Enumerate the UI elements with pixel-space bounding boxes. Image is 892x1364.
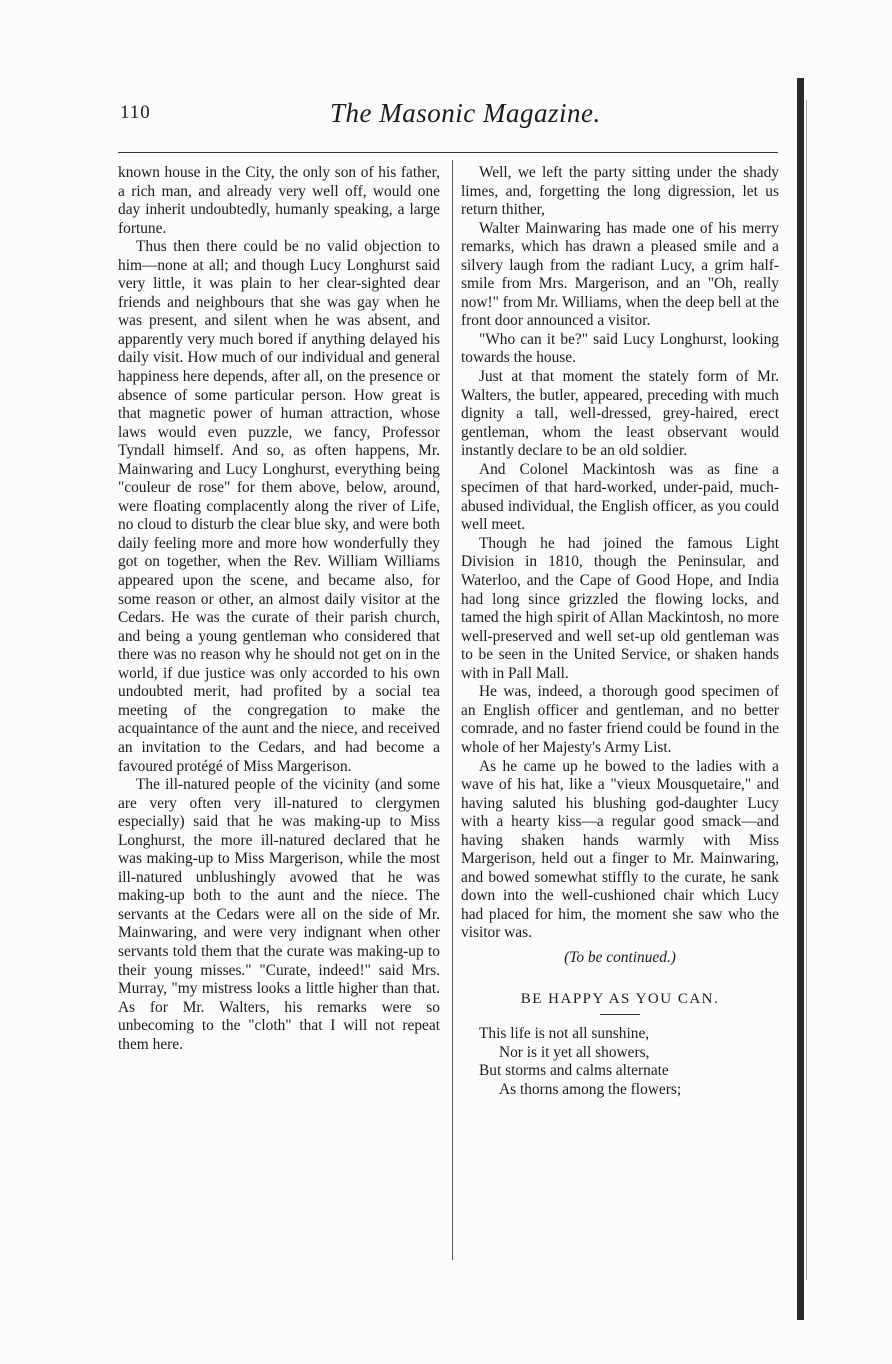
poem-title-rule	[600, 1014, 640, 1015]
header-rule	[118, 152, 778, 153]
paragraph: Just at that moment the stately form of Mr. Walters, the butler, appeared, preceding with much dignity a tall, well-dressed, grey-haired, erect gentleman, whom the least observant would instantly declare to be an old soldier.	[461, 368, 779, 460]
paragraph: And Colonel Mackintosh was as fine a specimen of that hard-worked, under-paid, much-abused individual, the English officer, as you could well meet.	[461, 460, 779, 534]
running-head-title: The Masonic Magazine.	[330, 98, 601, 128]
to-be-continued-note: (To be continued.)	[564, 948, 676, 966]
paragraph: Walter Mainwaring has made one of his merry remarks, which has drawn a pleased smile and a silvery laugh from the radiant Lucy, a grim half-smile from Mrs. Margerison, and an "Oh, really now!" from Mr. Williams, when the deep bell at the front door announced a visitor.	[461, 219, 779, 330]
poem-line: This life is not all sunshine,	[479, 1025, 650, 1043]
page-edge-shadow	[797, 78, 804, 1320]
paragraph: He was, indeed, a thorough good specimen of an English officer and gentleman, and no better comrade, and no faster friend could be found in the whole of her Majesty's Army List.	[461, 683, 779, 756]
paragraph: Thus then there could be no valid objection to him—none at all; and though Lucy Longhurst said very little, it was plain to her clear-sighted dear friends and neighbours that she was gay when he was present, and silent when he was absent, and apparently very much bored if anything delayed his daily visit. How much of our individual and general happiness here depends, after all, on the presence or absence of some particular person. How great is that magnetic power of human attraction, whose laws would even puzzle, we fancy, Professor Tyndall himself. And so, as often happens, Mr. Mainwaring and Lucy Longhurst, everything being "couleur de rose" for them above, below, around, were floating complacently along the river of Life, no cloud to disturb the clear blue sky, and were both daily feeling more and more how wonderfully they got on together, when the Rev. William Williams appeared upon the scene, and became also, for some reason or other, an almost daily visitor at the Cedars. He was the curate of their parish church, and being a young gentleman who considered that there was no reason why he should not get on in the world, if due justice was only accorded to his own undoubted merit, had profited by a social tea meeting of the congregation to make the acquaintance of the aunt and the niece, and received an invitation to the Cedars, and had become a favoured protégé of Miss Margerison.	[118, 238, 440, 775]
poem-line: Nor is it yet all showers,	[499, 1043, 650, 1061]
poem-line: As thorns among the flowers;	[499, 1080, 682, 1098]
paragraph: Though he had joined the famous Light Division in 1810, though the Peninsular, and Waterloo, and the Cape of Good Hope, and India had long since grizzled the flowing locks, and tamed the high spirit of Allan Mackintosh, no more well-preserved and well set-up old gentleman was to be seen in the United Service, or shaken hands with in Pall Mall.	[461, 534, 779, 682]
poem-title: BE HAPPY AS YOU CAN.	[520, 990, 720, 1007]
paragraph: Well, we left the party sitting under the shady limes, and, forgetting the long digression, let us return thither,	[461, 164, 779, 219]
poem-line: But storms and calms alternate	[479, 1062, 669, 1080]
paragraph: "Who can it be?" said Lucy Longhurst, looking towards the house.	[461, 330, 779, 367]
right-column	[461, 164, 779, 1099]
paragraph: The ill-natured people of the vicinity (and some are very often very ill-natured to clergymen especially) said that he was making-up to Miss Longhurst, the more ill-natured declared that he was making-up to Miss Margerison, while the most ill-natured unblushingly avowed that he was making-up both to the aunt and the niece. The servants at the Cedars were all on the side of Mr. Mainwaring, and were very indignant when other servants told them that the curate was making-up to their young misses." "Curate, indeed!" said Mrs. Murray, "my mistress looks a little higher than that. As for Mr. Walters, his remarks were so unbecoming to the "cloth" that I will not repeat them here.	[118, 776, 440, 1053]
paragraph: known house in the City, the only son of his father, a rich man, and already very well off, would one day inherit undoubtedly, humanly speaking, a large fortune.	[118, 164, 440, 237]
left-column	[118, 164, 440, 1054]
poem	[479, 1025, 779, 1099]
paragraph: As he came up he bowed to the ladies with a wave of his hat, like a "vieux Mousquetaire," and having saluted his blushing god-daughter Lucy with a hearty kiss—a regular good smack—and having shaken hands warmly with Miss Margerison, held out a finger to Mr. Mainwaring, and bowed somewhat stiffly to the curate, he sank down into the well-cushioned chair which Lucy had placed for him, the moment she saw who the visitor was.	[461, 757, 779, 942]
page-number: 110	[120, 102, 151, 123]
column-divider	[452, 160, 453, 1260]
page-edge-line	[806, 100, 807, 1280]
